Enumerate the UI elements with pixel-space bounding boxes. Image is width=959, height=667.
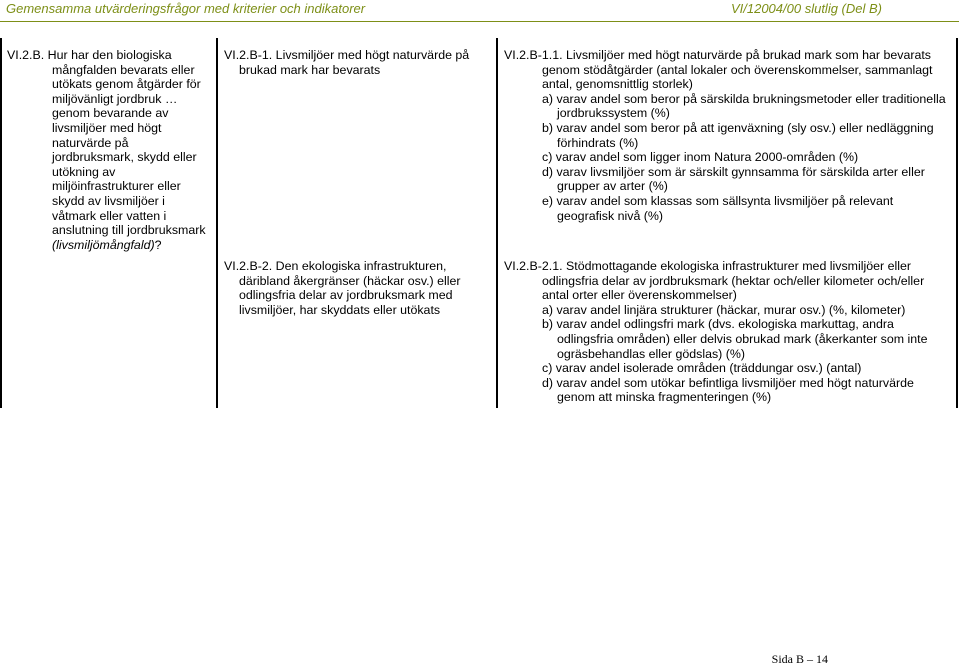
indicator-1-item-a: a) varav andel som beror på särskilda brukningsmetoder eller traditionella jordbrukssystem (%): [542, 91, 946, 121]
indicator-1-code: VI.2.B-1.1.: [504, 48, 563, 62]
criterion-1-text: Livsmiljöer med högt naturvärde på brukad mark har bevarats: [239, 48, 470, 77]
question-italic-term: (livsmiljömångfald): [52, 237, 155, 252]
evaluation-table: [0, 38, 959, 408]
indicator-2-item-a: a) varav andel linjära strukturer (häckar, murar osv.) (%, kilometer): [542, 302, 906, 317]
table-border-left: [0, 38, 2, 408]
criterion-1-code: VI.2.B-1.: [224, 48, 273, 62]
criterion-2-text: Den ekologiska infrastrukturen, däribland åkergränser (häckar osv.) eller odlingsfria delar av jordbruksmark med livsmiljöer, har skyddats eller utökats: [239, 259, 461, 317]
indicator-2-item-c: c) varav andel isolerade områden (träddungar osv.) (antal): [542, 361, 862, 376]
criterion-1: [224, 48, 492, 77]
page-header: [0, 0, 959, 22]
table-divider-1: [216, 38, 218, 408]
document-reference: VI/12004/00 slutlig (Del B): [730, 1, 882, 16]
indicator-2-code: VI.2.B-2.1.: [504, 259, 563, 273]
indicator-1-item-c: c) varav andel som ligger inom Natura 2000-områden (%): [542, 150, 859, 165]
indicator-2-item-b: b) varav andel odlingsfri mark (dvs. ekologiska markuttag, andra odlingsfria områden) eller delvis obrukad mark (åkerkanter som inte ogräsbehandlas eller gödslas) (%): [542, 317, 928, 361]
indicator-1-text: Livsmiljöer med högt naturvärde på brukad mark som har bevarats genom stödåtgärder (antal lokaler och överenskommelser, sammanlagt antal, genomsnittlig storlek): [542, 48, 933, 92]
table-border-right: [956, 38, 958, 408]
indicator-2: [504, 259, 952, 405]
indicator-1-item-d: d) varav livsmiljöer som är särskilt gynnsamma för särskilda arter eller grupper av arter (%): [542, 164, 925, 194]
indicator-1: [504, 48, 952, 223]
indicator-1-item-b: b) varav andel som beror på att igenväxning (sly osv.) eller nedläggning förhindrats (%): [542, 120, 934, 150]
indicator-2-text: Stödmottagande ekologiska infrastrukturer med livsmiljöer eller odlingsfria delar av jordbruksmark (hektar och/eller kilometer och/eller antal orter eller överenskommelser): [542, 259, 925, 303]
criterion-2: [224, 259, 492, 317]
page-number: Sida B – 14: [771, 652, 828, 666]
document-title: Gemensamma utvärderingsfrågor med kriterier och indikatorer: [6, 1, 366, 16]
criterion-2-code: VI.2.B-2.: [224, 259, 273, 273]
indicator-2-item-d: d) varav andel som utökar befintliga livsmiljöer med högt naturvärde genom att minska fragmenteringen (%): [542, 375, 914, 405]
indicator-1-item-e: e) varav andel som klassas som sällsynta livsmiljöer på relevant geografisk nivå (%): [542, 193, 894, 223]
question-cell: [7, 48, 212, 252]
question-end: ?: [154, 237, 162, 252]
header-rule: [0, 21, 959, 22]
question-text: [7, 48, 212, 252]
question-code: VI.2.B.: [7, 48, 45, 62]
question-body: Hur har den biologiska mångfalden bevarats eller utökats genom åtgärder för miljövänligt jordbruk …genom bevarande av livsmiljöer med högt naturvärde på jordbruksmark, skydd eller utökning av miljöinfrastrukturer eller skydd av livsmiljöer i våtmark eller vatten i anslutning till jordbruksmark: [47, 48, 206, 238]
table-divider-2: [496, 38, 498, 408]
